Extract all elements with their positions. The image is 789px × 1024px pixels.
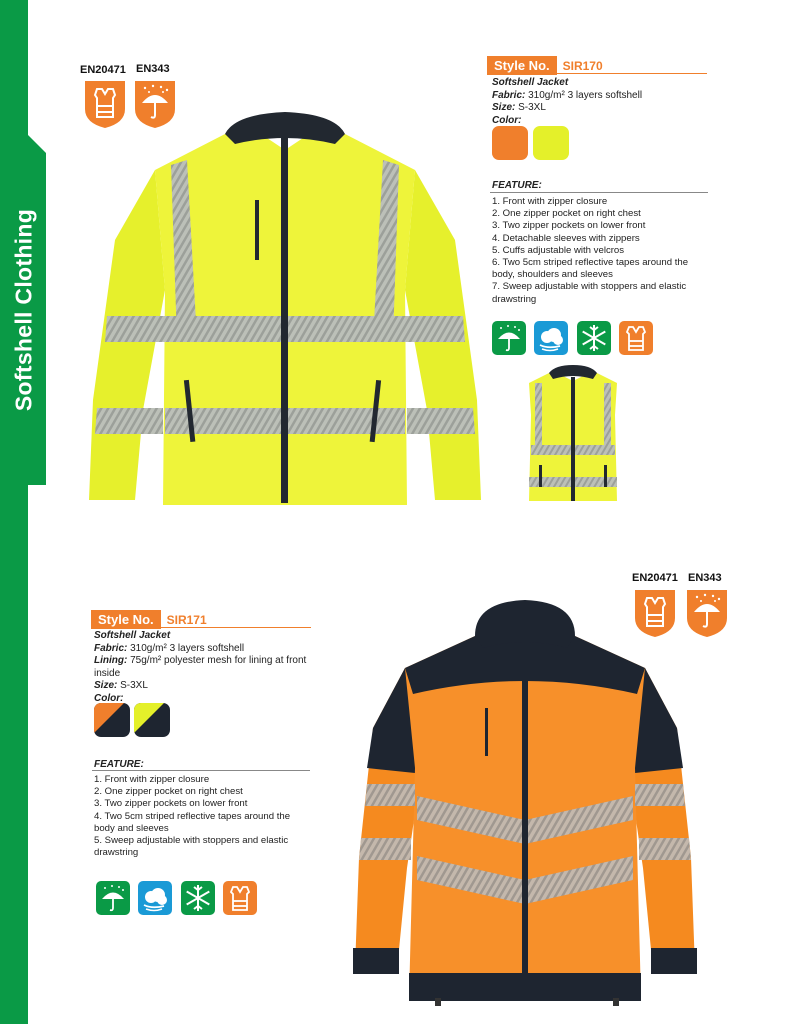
fabric-label: Fabric: — [94, 642, 128, 654]
cert-en343-label: EN343 — [136, 63, 170, 75]
feature-icons-2 — [96, 881, 257, 920]
style-no-label: Style No. — [91, 610, 161, 629]
safety-vest-icon — [223, 881, 257, 915]
product2-info — [94, 630, 319, 705]
fabric-value: 310g/m² 3 layers softshell — [130, 642, 245, 654]
feature-item: 5. Sweep adjustable with stoppers and elastic — [94, 835, 289, 847]
feature-title: FEATURE: — [94, 759, 144, 770]
feature-item: 4. Detachable sleeves with zippers — [492, 232, 640, 244]
feature-divider — [92, 770, 310, 771]
color-swatch-yellow — [533, 126, 569, 160]
feature-item: body and sleeves — [94, 822, 169, 834]
feature-list-2 — [94, 774, 319, 859]
style-no-label: Style No. — [487, 56, 557, 75]
feature-item: 1. Front with zipper closure — [492, 196, 608, 207]
size-value: S-3XL — [120, 680, 148, 691]
wind-icon — [138, 881, 172, 915]
color-swatch-orange — [492, 126, 528, 160]
style-code: SIR171 — [166, 613, 207, 627]
size-label: Size: — [492, 102, 516, 113]
feature-item: 4. Two 5cm striped reflective tapes around the — [94, 810, 291, 822]
color-swatch-yellow-navy — [134, 703, 170, 737]
color-label: Color: — [94, 692, 124, 704]
product-title: Softshell Jacket — [492, 77, 569, 88]
feature-item: 2. One zipper pocket on right chest — [492, 208, 641, 220]
side-tab-label: Softshell Clothing — [10, 208, 37, 412]
feature-title: FEATURE: — [492, 180, 542, 191]
feature-item: 3. Two zipper pockets on lower front — [94, 798, 248, 810]
feature-item: body, shoulders and sleeves — [492, 269, 613, 281]
lining-value-continued: inside — [94, 667, 121, 679]
feature-divider — [490, 192, 708, 193]
snowflake-icon — [577, 321, 611, 355]
product1-info — [492, 77, 722, 127]
feature-item: 6. Two 5cm striped reflective tapes around the — [492, 257, 689, 269]
style-divider — [91, 627, 311, 628]
color-label: Color: — [492, 114, 522, 126]
orange-navy-softshell-jacket-image — [345, 598, 705, 1010]
size-label: Size: — [94, 680, 118, 691]
umbrella-rain-icon — [96, 881, 130, 915]
fabric-value: 310g/m² 3 layers softshell — [528, 89, 643, 101]
feature-icons-1 — [492, 321, 653, 360]
feature-item: 5. Cuffs adjustable with velcros — [492, 244, 625, 256]
feature-item: 1. Front with zipper closure — [94, 774, 210, 785]
feature-item: drawstring — [94, 847, 139, 859]
lining-value: 75g/m² polyester mesh for lining at front — [130, 655, 307, 666]
fabric-label: Fabric: — [492, 89, 526, 101]
feature-item: 2. One zipper pocket on right chest — [94, 786, 243, 798]
product-title: Softshell Jacket — [94, 630, 171, 641]
cert-en20471-label: EN20471 — [80, 64, 126, 76]
yellow-softshell-vest-image — [525, 365, 621, 505]
safety-vest-icon — [619, 321, 653, 355]
style-code: SIR170 — [562, 59, 603, 73]
style-divider — [487, 73, 707, 74]
feature-item: drawstring — [492, 293, 537, 305]
lining-label: Lining: — [94, 655, 128, 666]
feature-item: 3. Two zipper pockets on lower front — [492, 220, 646, 232]
size-value: S-3XL — [518, 102, 546, 113]
cert-en20471-label: EN20471 — [632, 572, 678, 584]
cert-en343-label: EN343 — [688, 572, 722, 584]
wind-icon — [534, 321, 568, 355]
snowflake-icon — [181, 881, 215, 915]
feature-list-1 — [492, 196, 722, 306]
color-swatch-orange-navy — [94, 703, 130, 737]
feature-item: 7. Sweep adjustable with stoppers and elastic — [492, 281, 687, 293]
umbrella-rain-icon — [492, 321, 526, 355]
yellow-softshell-jacket-image — [85, 110, 485, 510]
